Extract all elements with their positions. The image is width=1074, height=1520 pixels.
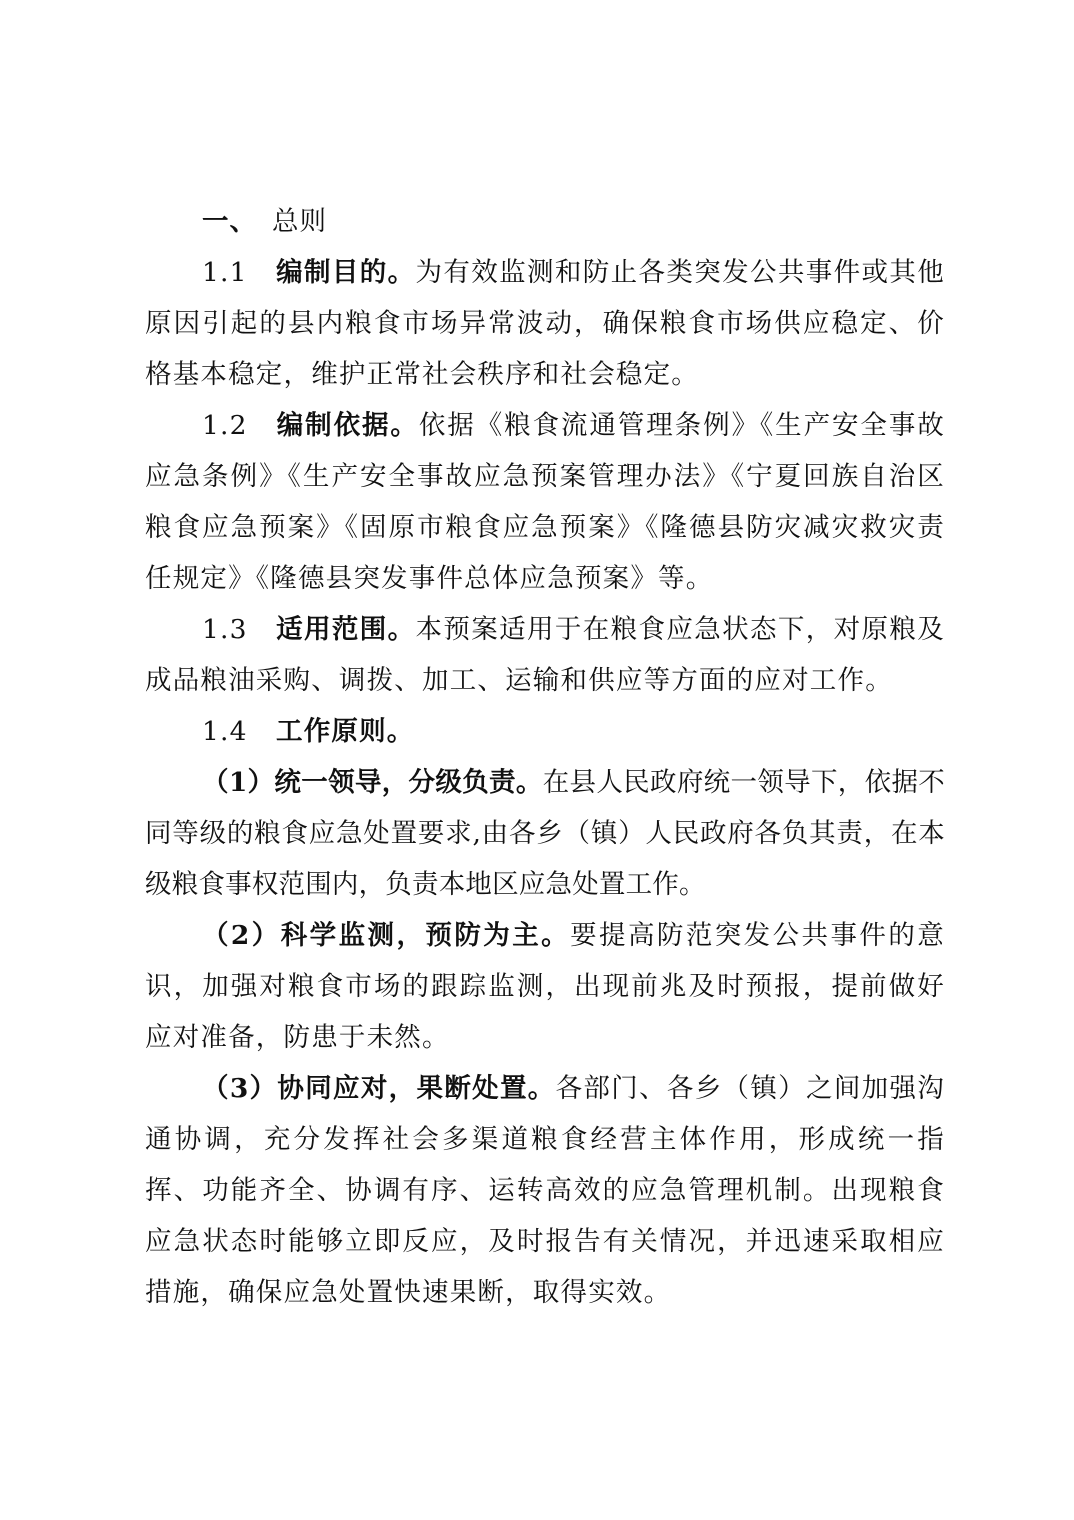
clause-body: 本预案适用于在粮食应急状态下，对原粮及成品粮油采购、调拨、加工、运输和供应等方面的应对工作。 [145, 614, 945, 696]
principle-lead: （3）协同应对，果断处置。 [202, 1073, 556, 1104]
section-title: 总则 [272, 206, 327, 237]
clause-body: 为有效监测和防止各类突发公共事件或其他原因引起的县内粮食市场异常波动，确保粮食市场供应稳定、价格基本稳定，维护正常社会秩序和社会稳定。 [145, 257, 945, 390]
clause-number: 1.3 [202, 614, 248, 645]
clause-lead: 编制目的。 [276, 257, 416, 288]
section-heading [145, 196, 945, 247]
clause-number: 1.1 [202, 257, 248, 288]
clause-body: 依据《粮食流通管理条例》《生产安全事故应急条例》《生产安全事故应急预案管理办法》《宁夏回族自治区粮食应急预案》《固原市粮食应急预案》《隆德县防灾减灾救灾责任规定》《隆德县突发事件总体应急预案》等。 [145, 410, 945, 594]
clause-lead: 工作原则。 [276, 716, 415, 747]
paragraph-principle-3 [145, 1063, 945, 1318]
paragraph-scope [145, 604, 945, 706]
clause-lead: 编制依据。 [276, 410, 419, 441]
principle-body: 要提高防范突发公共事件的意识，加强对粮食市场的跟踪监测，出现前兆及时预报，提前做好应对准备，防患于未然。 [145, 920, 945, 1053]
principle-lead: （2）科学监测，预防为主。 [202, 920, 571, 951]
paragraph-purpose [145, 247, 945, 400]
clause-number: 1.2 [202, 410, 248, 441]
clause-number: 1.4 [202, 716, 248, 747]
section-number: 一、 [202, 206, 257, 237]
principle-lead: （1）统一领导，分级负责。 [202, 767, 543, 798]
principle-body: 各部门、各乡（镇）之间加强沟通协调，充分发挥社会多渠道粮食经营主体作用，形成统一指挥、功能齐全、协调有序、运转高效的应急管理机制。出现粮食应急状态时能够立即反应，及时报告有关情况，并迅速采取相应措施，确保应急处置快速果断，取得实效。 [145, 1073, 945, 1308]
clause-lead: 适用范围。 [276, 614, 416, 645]
paragraph-basis [145, 400, 945, 604]
paragraph-principle-1 [145, 757, 945, 910]
paragraph-principles [145, 706, 945, 757]
principle-body: 在县人民政府统一领导下，依据不同等级的粮食应急处置要求,由各乡（镇）人民政府各负其责，在本级粮食事权范围内，负责本地区应急处置工作。 [145, 767, 945, 900]
paragraph-principle-2 [145, 910, 945, 1063]
document-body [145, 196, 945, 1318]
